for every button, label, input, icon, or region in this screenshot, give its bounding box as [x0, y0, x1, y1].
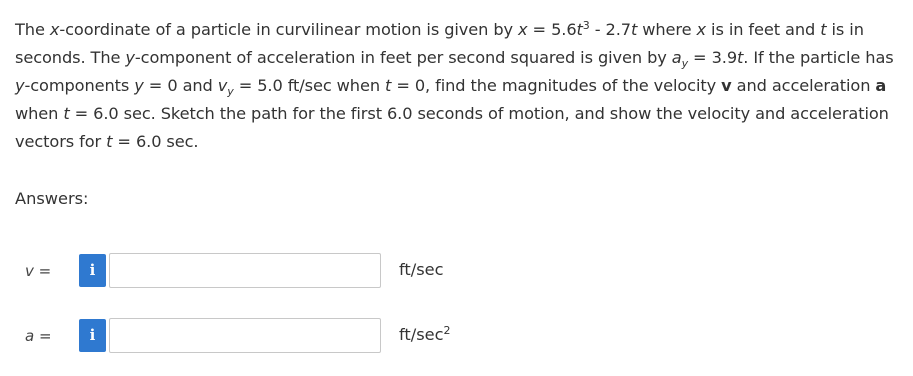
problem-bold-var: a [875, 76, 887, 95]
velocity-unit [399, 259, 444, 281]
problem-bold-var: v [721, 76, 732, 95]
problem-text: = 3.9 [688, 48, 738, 67]
velocity-info-button[interactable] [79, 254, 106, 287]
answer-row-velocity [0, 251, 913, 291]
velocity-unit-text: ft/sec [399, 260, 444, 279]
problem-var: t [576, 20, 583, 39]
acceleration-info-button[interactable] [79, 319, 106, 352]
problem-var: t [63, 104, 70, 123]
problem-var: x [518, 20, 528, 39]
velocity-equals: = [33, 262, 52, 280]
problem-text: -component of acceleration in feet per second squared is given by [134, 48, 672, 67]
problem-var: t [630, 20, 638, 39]
problem-text: is in feet and [706, 20, 821, 39]
problem-var: y [134, 76, 144, 95]
acceleration-unit-text: ft/sec [399, 325, 444, 344]
info-icon: i [89, 326, 96, 344]
problem-text: = 5.6 [527, 20, 577, 39]
acceleration-label [25, 326, 52, 346]
problem-var: t [106, 132, 113, 151]
problem-text: when [15, 104, 64, 123]
problem-var: t [820, 20, 827, 39]
problem-var: a [671, 48, 682, 67]
acceleration-var: a [25, 327, 35, 345]
info-icon: i [89, 261, 96, 279]
problem-text: = 0, find the magnitudes of the velocity [391, 76, 722, 95]
problem-text: . If the particle has [743, 48, 894, 67]
problem-text: where [637, 20, 697, 39]
answers-heading: Answers: [15, 189, 89, 208]
problem-text: and acceleration [731, 76, 876, 95]
problem-subscript: y [227, 85, 234, 98]
velocity-var: v [25, 262, 34, 280]
problem-text: = 6.0 sec. [112, 132, 199, 151]
problem-var: y [125, 48, 135, 67]
problem-var: x [696, 20, 706, 39]
problem-var: t [737, 48, 744, 67]
problem-subscript: y [681, 57, 689, 70]
problem-statement [15, 16, 900, 156]
velocity-label [25, 261, 51, 281]
problem-text: -components [24, 76, 135, 95]
acceleration-equals: = [34, 327, 52, 345]
problem-var: t [385, 76, 392, 95]
problem-text: -coordinate of a particle in curvilinear motion is given by [59, 20, 519, 39]
velocity-answer-input[interactable] [109, 253, 381, 288]
problem-var: y [15, 76, 25, 95]
problem-text: = 5.0 ft/sec when [233, 76, 386, 95]
answer-row-acceleration [0, 316, 913, 356]
problem-text: = 6.0 sec. Sketch the path for the first 6.0 seconds of motion, and show the velocity and acceleration vectors for [15, 104, 889, 151]
problem-var: x [49, 20, 60, 39]
acceleration-unit-exponent: 2 [443, 324, 451, 337]
problem-exponent: 3 [582, 19, 590, 32]
problem-var: v [217, 76, 228, 95]
problem-text: = 0 and [143, 76, 218, 95]
acceleration-answer-input[interactable] [109, 318, 381, 353]
problem-text: The [15, 20, 50, 39]
problem-text: - 2.7 [589, 20, 631, 39]
problem-text: is in seconds. The [15, 20, 864, 67]
acceleration-unit [399, 324, 451, 346]
